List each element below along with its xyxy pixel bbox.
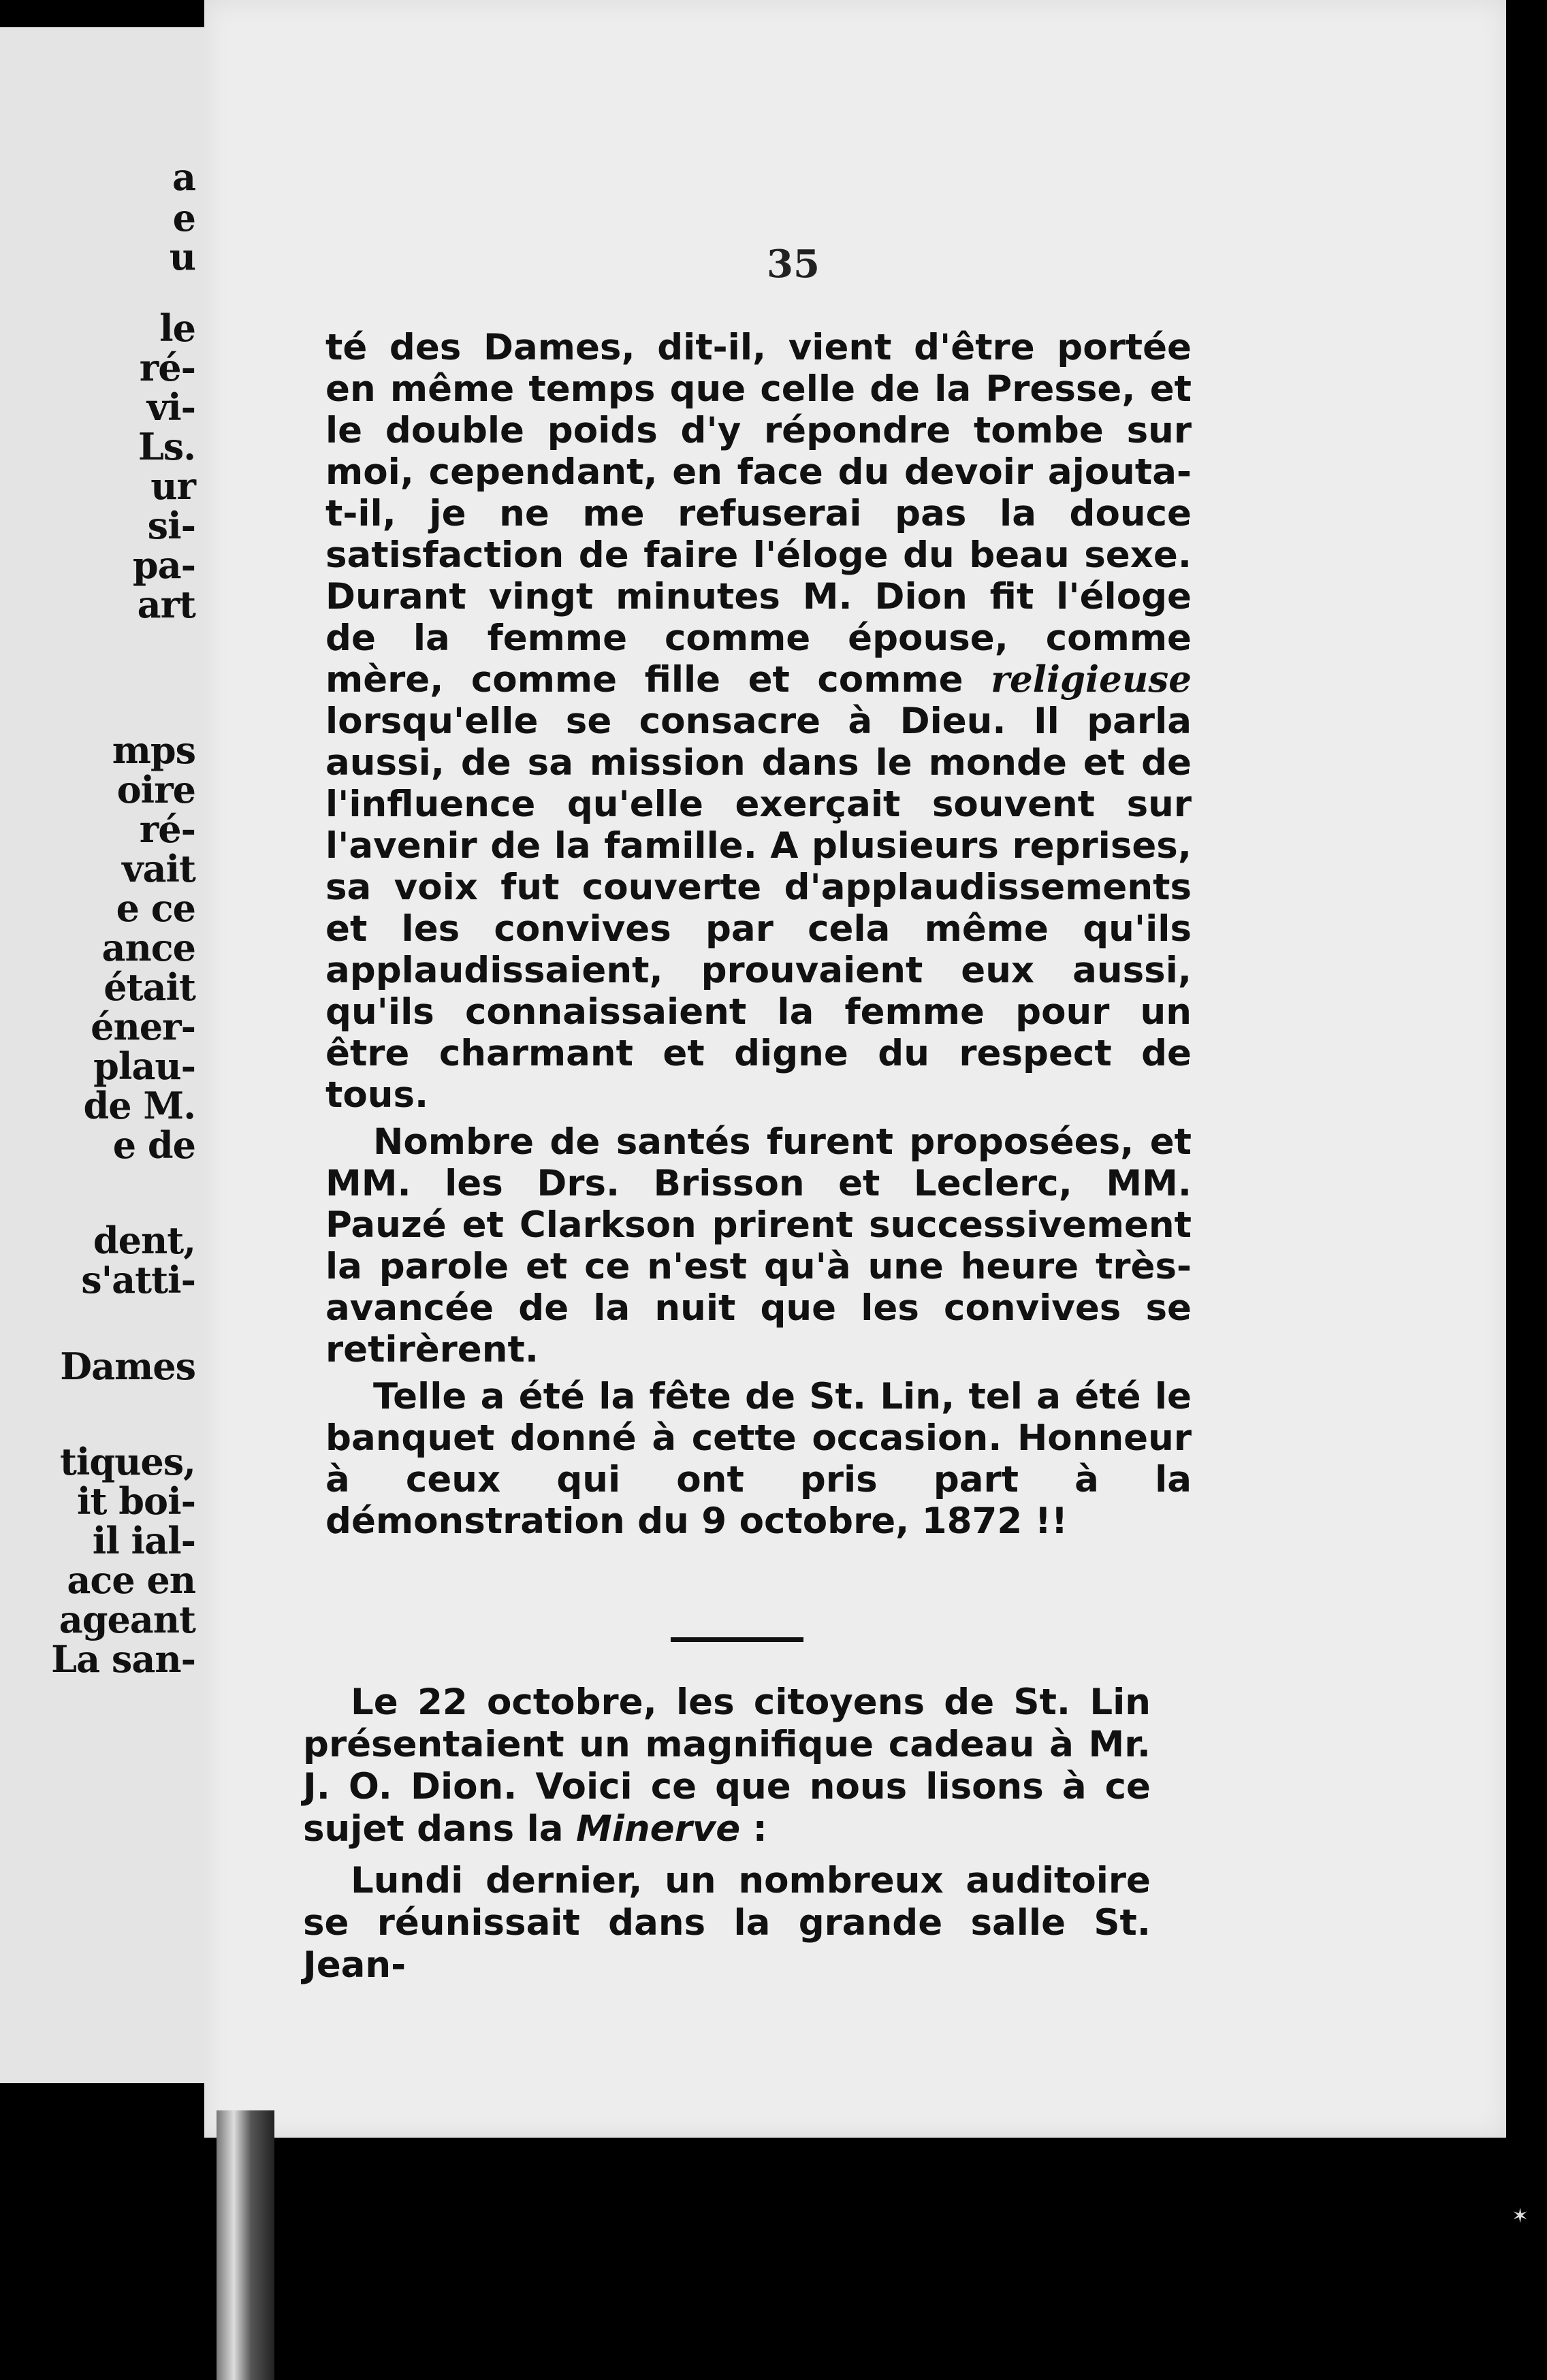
left-fragment: ace en	[67, 1558, 195, 1602]
paragraph	[325, 327, 1192, 1116]
left-fragment: it boi-	[77, 1479, 195, 1523]
paragraph-text: Le 22 octobre, les citoyens de St. Lin présentaient un magnifique cadeau à Mr. J. O. Dion. Voici ce que nous lisons à ce sujet dans la	[303, 1682, 1151, 1850]
left-fragment: dent,	[93, 1219, 195, 1262]
left-fragment: ur	[150, 464, 195, 508]
left-fragment: art	[137, 583, 195, 626]
left-fragment: ageant	[59, 1598, 195, 1641]
left-fragment: e	[172, 196, 195, 240]
paragraph	[303, 1682, 1151, 1850]
left-fragment: e de	[112, 1123, 195, 1167]
paragraph-text: lorsqu'elle se consacre à Dieu. Il parla aussi, de sa mission dans le monde et de l'influence qu'elle exerçait souvent sur l'avenir de la famille. A plusieurs reprises, sa voix fut couverte d'applaudissements et les convives par cela même qu'ils applaudissaient, prouvaient eux aussi, qu'ils connaissaient la femme pour un être charmant et digne du respect de tous.	[325, 701, 1192, 1116]
italic-word: Minerve	[576, 1808, 741, 1850]
paragraph: Lundi dernier, un nombreux auditoire se réunissait dans la grande salle St. Jean-	[303, 1860, 1151, 1986]
left-fragment: ré-	[139, 807, 195, 851]
left-fragment: éner-	[91, 1005, 195, 1048]
paragraph-text: té des Dames, dit-il, vient d'être portée en même temps que celle de la Presse, et le double poids d'y répondre tombe sur moi, cependant, en face du devoir ajouta-t-il, je ne me refuserai pas la douce satisfaction de faire l'éloge du beau sexe. Durant vingt minutes M. Dion fit l'éloge de la femme comme épouse, comme mère, comme fille et comme	[325, 327, 1192, 701]
left-fragment: le	[159, 306, 195, 350]
page-body-continued	[303, 1682, 1151, 1987]
left-fragment: de M.	[83, 1084, 195, 1127]
section-divider	[671, 1637, 803, 1642]
left-fragment: mps	[112, 728, 195, 772]
left-fragment: plau-	[93, 1044, 195, 1088]
page-body	[325, 327, 1192, 1542]
left-fragment: si-	[147, 504, 195, 547]
left-fragment: a	[172, 155, 195, 199]
scan-speck: ✶	[1512, 2204, 1529, 2228]
paragraph: Telle a été la fête de St. Lin, tel a été le banquet donné à cette occasion. Honneur à ceux qui ont pris part à la démonstration du 9 octobre, 1872 !!	[325, 1376, 1192, 1542]
left-fragment: vait	[122, 847, 195, 890]
left-fragment: tiques,	[59, 1440, 195, 1483]
left-fragment: ance	[101, 926, 195, 969]
left-fragment: pa-	[132, 543, 195, 587]
left-fragment: Dames	[60, 1345, 195, 1388]
left-fragment: La san-	[51, 1637, 195, 1681]
left-fragment: ré-	[139, 346, 195, 389]
left-fragment: vi-	[146, 385, 195, 429]
left-fragment: était	[103, 965, 195, 1009]
left-fragment: oire	[116, 768, 195, 811]
paragraph-text: :	[752, 1808, 767, 1850]
left-fragment: s'atti-	[81, 1258, 195, 1302]
book-binding	[217, 2110, 274, 2380]
left-fragment: e ce	[116, 886, 195, 930]
left-fragment: il ial-	[92, 1519, 195, 1562]
page-number: 35	[767, 242, 820, 287]
left-fragment: Ls.	[138, 425, 195, 468]
italic-word: religieuse	[991, 658, 1192, 701]
left-page-fragment	[0, 27, 208, 2083]
left-fragment: u	[169, 235, 195, 278]
paragraph: Nombre de santés furent proposées, et MM. les Drs. Brisson et Leclerc, MM. Pauzé et Clarkson prirent successivement la parole et ce n'est qu'à une heure très-avancée de la nuit que les convives se retirèrent.	[325, 1121, 1192, 1370]
